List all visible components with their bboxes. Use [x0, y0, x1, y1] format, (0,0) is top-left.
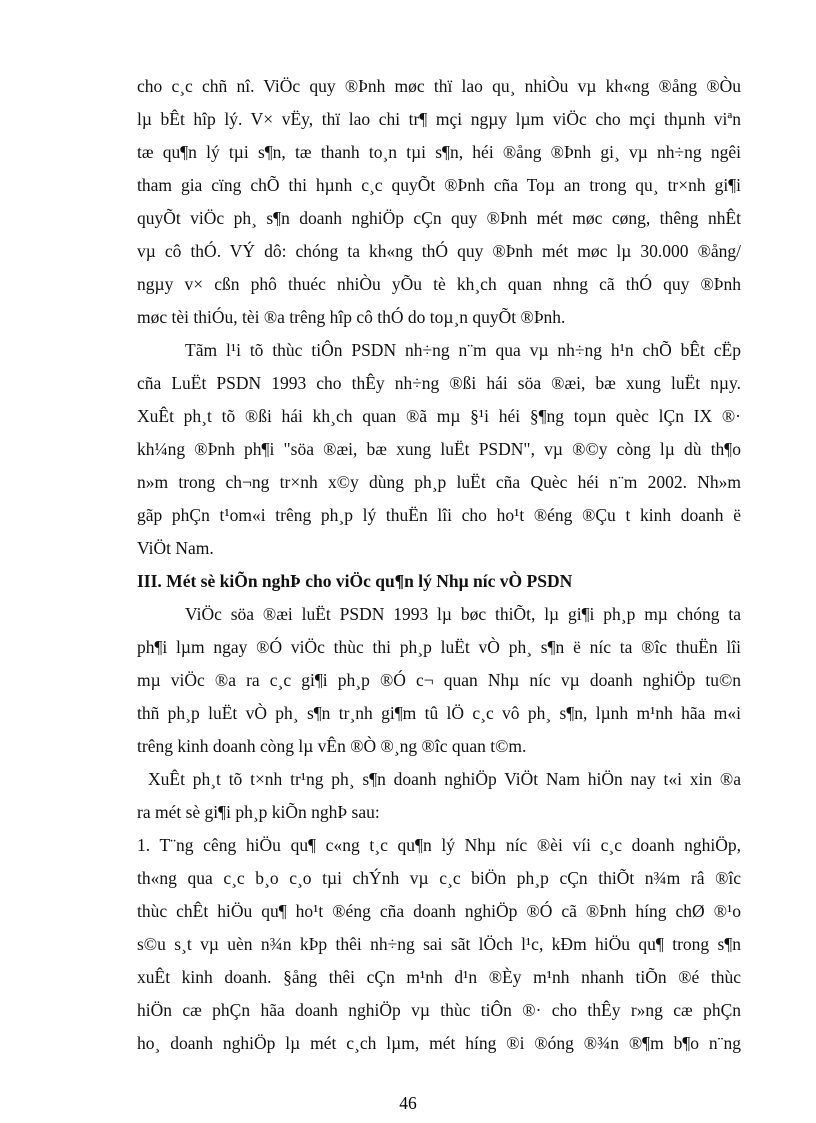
text-line: n»m trong ch¬ng tr×nh x©y dùng ph¸p luËt cña Quèc héi n¨m 2002. Nh»m	[137, 472, 741, 492]
text-line: ViÖc söa ®æi luËt PSDN 1993 lµ bøc thiÕt, lµ gi¶i ph¸p mµ chóng ta	[185, 604, 741, 624]
text-line: ra mét sè gi¶i ph¸p kiÕn nghÞ sau:	[137, 802, 380, 822]
text-line: mµ viÖc ®a ra c¸c gi¶i ph¸p ®Ó c¬ quan Nhµ níc vµ doanh nghiÖp tu©n	[137, 670, 741, 690]
text-line: ho¸ doanh nghiÖp lµ mét c¸ch lµm, mét híng ®i ®óng ®¾n ®¶m b¶o n¨ng	[137, 1033, 741, 1053]
text-line: quyÕt viÖc ph¸ s¶n doanh nghiÖp cÇn quy ®Þnh mét møc cøng, thêng nhÊt	[137, 208, 741, 228]
text-line: th«ng qua c¸c b¸o c¸o tµi chÝnh vµ c¸c biÖn ph¸p cÇn thiÕt n¾m râ ®îc	[137, 868, 741, 888]
text-line: kh¼ng ®Þnh ph¶i "söa ®æi, bæ xung luËt PSDN", vµ ®©y còng lµ dù th¶o	[137, 439, 741, 459]
text-line: trêng kinh doanh còng lµ vÊn ®Ò ®¸ng ®îc quan t©m.	[137, 736, 527, 756]
text-line: Tãm l¹i tõ thùc tiÔn PSDN nh÷ng n¨m qua vµ nh÷ng h¹n chÕ bÊt cËp	[185, 340, 741, 360]
text-line: møc tèi thiÓu, tèi ®a trêng hîp cô thÓ do toµ¸n quyÕt ®Þnh.	[137, 307, 566, 327]
text-line: gãp phÇn t¹om«i trêng ph¸p lý thuËn lîi cho ho¹t ®éng ®Çu t kinh doanh ë	[137, 505, 741, 525]
text-line: tæ qu¶n lý tµi s¶n, tæ thanh to¸n tµi s¶n, héi ®ång ®Þnh gi¸ vµ nh÷ng ngêi	[137, 142, 741, 162]
text-line: cña LuËt PSDN 1993 cho thÊy nh÷ng ®ßi hái söa ®æi, bæ xung luËt nµy.	[137, 373, 741, 393]
list-item-line: 1. T¨ng cêng hiÖu qu¶ c«ng t¸c qu¶n lý Nhµ níc ®èi víi c¸c doanh nghiÖp,	[137, 835, 741, 855]
text-line: ngµy v× cßn phô thuéc nhiÒu yÕu tè kh¸ch quan nhng cã thÓ quy ®Þnh	[137, 274, 741, 294]
text-line: XuÊt ph¸t tõ t×nh tr¹ng ph¸ s¶n doanh nghiÖp ViÖt Nam hiÖn nay t«i xin ®a	[148, 769, 741, 789]
text-line: xuÊt kinh doanh. §ång thêi cÇn m¹nh d¹n ®Èy m¹nh nhanh tiÕn ®é thùc	[137, 967, 741, 987]
text-line: vµ cô thÓ. VÝ dô: chóng ta kh«ng thÓ quy ®Þnh mét møc lµ 30.000 ®ång/	[137, 241, 741, 261]
text-line: ph¶i lµm ngay ®Ó viÖc thùc thi ph¸p luËt vÒ ph¸ s¶n ë níc ta ®îc thuËn lîi	[137, 637, 741, 657]
text-line: thùc chÊt hiÖu qu¶ ho¹t ®éng cña doanh nghiÖp ®Ó cã ®Þnh híng chØ ®¹o	[137, 901, 741, 921]
text-line: tham gia cïng chÕ thi hµnh c¸c quyÕt ®Þnh cña Toµ an trong qu¸ tr×nh gi¶i	[137, 175, 741, 195]
text-line: ViÖt Nam.	[137, 538, 214, 558]
text-line: cho c¸c chñ nî. ViÖc quy ®Þnh møc thï lao qu¸ nhiÒu vµ kh«ng ®ång ®Òu	[137, 76, 741, 96]
text-line: hiÖn cæ phÇn hãa doanh nghiÖp vµ thùc tiÔn ®· cho thÊy r»ng cæ phÇn	[137, 1000, 741, 1020]
text-line: lµ bÊt hîp lý. V× vËy, thï lao chi tr¶ mçi ngµy lµm viÖc cho mçi thµnh viªn	[137, 109, 741, 129]
text-line: XuÊt ph¸t tõ ®ßi hái kh¸ch quan ®ã mµ §¹i héi §¶ng toµn quèc lÇn IX ®·	[137, 406, 741, 426]
text-line: s©u s¸t vµ uèn n¾n kÞp thêi nh÷ng sai sãt lÖch l¹c, kÐm hiÖu qu¶ trong s¶n	[137, 934, 741, 954]
page-number: 46	[399, 1093, 417, 1113]
section-heading: III. Mét sè kiÕn nghÞ cho viÖc qu¶n lý Nhµ níc vÒ PSDN	[137, 571, 573, 591]
text-line: thñ ph¸p luËt vÒ ph¸ s¶n tr¸nh gi¶m tû lÖ c¸c vô ph¸ s¶n, lµnh m¹nh hãa m«i	[137, 703, 741, 723]
